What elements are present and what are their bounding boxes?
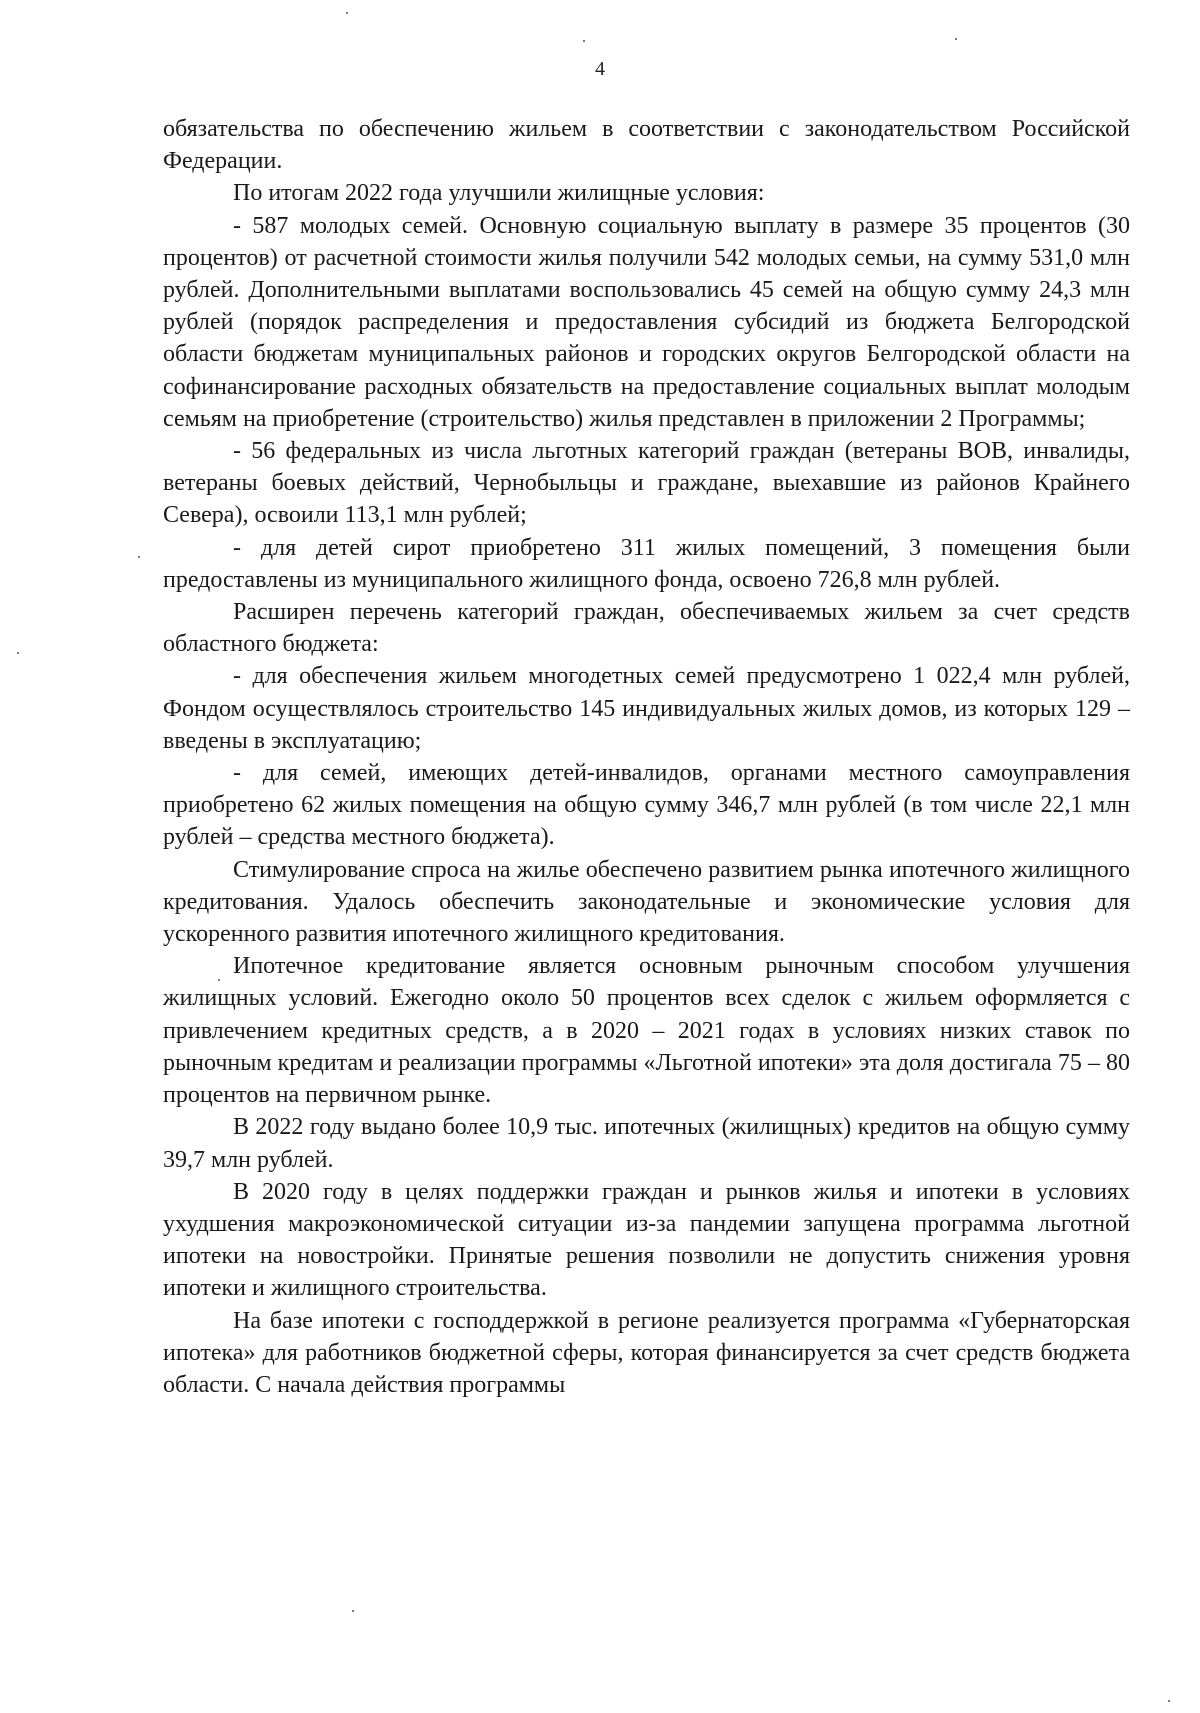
paragraph: - для семей, имеющих детей-инвалидов, органами местного самоуправления приобретено 62 жилых помещения на общую сумму 346,7 млн рублей (в том числе 22,1 млн рублей – средства местного бюджета). xyxy=(163,760,1130,851)
paragraph: По итогам 2022 года улучшили жилищные условия: xyxy=(233,180,765,207)
paragraph: - для детей сирот приобретено 311 жилых помещений, 3 помещения были предоставлены из муниципального жилищного фонда, освоено 726,8 млн рублей. xyxy=(163,534,1130,593)
paragraph: Ипотечное кредитование является основным рыночным способом улучшения жилищных условий. Ежегодно около 50 процентов всех сделок с жильем оформляется с привлечением кредитных средств, а в 2020 – 2021 годах в условиях низких ставок по рыночным кредитам и реализации программы «Льготной ипотеки» эта доля достигала 75 – 80 процентов на первичном рынке. xyxy=(163,953,1130,1109)
page-number: 4 xyxy=(595,58,605,80)
scan-speck xyxy=(17,652,19,654)
scan-speck xyxy=(955,38,957,40)
scan-speck xyxy=(1168,1700,1170,1702)
scan-speck xyxy=(218,979,220,981)
paragraph: В 2020 году в целях поддержки граждан и рынков жилья и ипотеки в условиях ухудшения макроэкономической ситуации из-за пандемии запущена программа льготной ипотеки на новостройки. Принятые решения позволили не допустить снижения уровня ипотеки и жилищного строительства. xyxy=(163,1178,1130,1302)
paragraph: обязательства по обеспечению жильем в соответствии с законодательством Российской Федерации. xyxy=(163,116,1130,175)
scan-speck xyxy=(352,1610,354,1612)
paragraph: Стимулирование спроса на жилье обеспечено развитием рынка ипотечного жилищного кредитования. Удалось обеспечить законодательные и экономические условия для ускоренного развития ипотечного жилищного кредитования. xyxy=(163,856,1130,948)
paragraph: На базе ипотеки с господдержкой в регионе реализуется программа «Губернаторская ипотека» для работников бюджетной сферы, которая финансируется за счет средств бюджета области. С начала действия программы xyxy=(163,1307,1130,1398)
paragraph: Расширен перечень категорий граждан, обеспечиваемых жильем за счет средств областного бюджета: xyxy=(163,599,1130,658)
paragraph: - 587 молодых семей. Основную социальную выплату в размере 35 процентов (30 процентов) от расчетной стоимости жилья получили 542 молодых семьи, на сумму 531,0 млн рублей. Дополнительными выплатами воспользовались 45 семей на общую сумму 24,3 млн рублей (порядок распределения и предоставления субсидий из бюджета Белгородской области бюджетам муниципальных районов и городских округов Белгородской области на софинансирование расходных обязательств на предоставление социальных выплат молодым семьям на приобретение (строительство) жилья представлен в приложении 2 Программы; xyxy=(163,212,1130,432)
paragraph: - для обеспечения жильем многодетных семей предусмотрено 1 022,4 млн рублей, Фондом осуществлялось строительство 145 индивидуальных жилых домов, из которых 129 – введены в эксплуатацию; xyxy=(163,663,1130,754)
scan-speck xyxy=(138,556,140,558)
document-body xyxy=(163,113,1130,1401)
scan-speck xyxy=(583,40,585,42)
paragraph: - 56 федеральных из числа льготных категорий граждан (ветераны ВОВ, инвалиды, ветераны боевых действий, Чернобыльцы и граждане, выехавшие из районов Крайнего Севера), освоили 113,1 млн рублей; xyxy=(163,438,1130,529)
scan-speck xyxy=(346,12,348,14)
paragraph: В 2022 году выдано более 10,9 тыс. ипотечных (жилищных) кредитов на общую сумму 39,7 млн рублей. xyxy=(163,1114,1130,1173)
